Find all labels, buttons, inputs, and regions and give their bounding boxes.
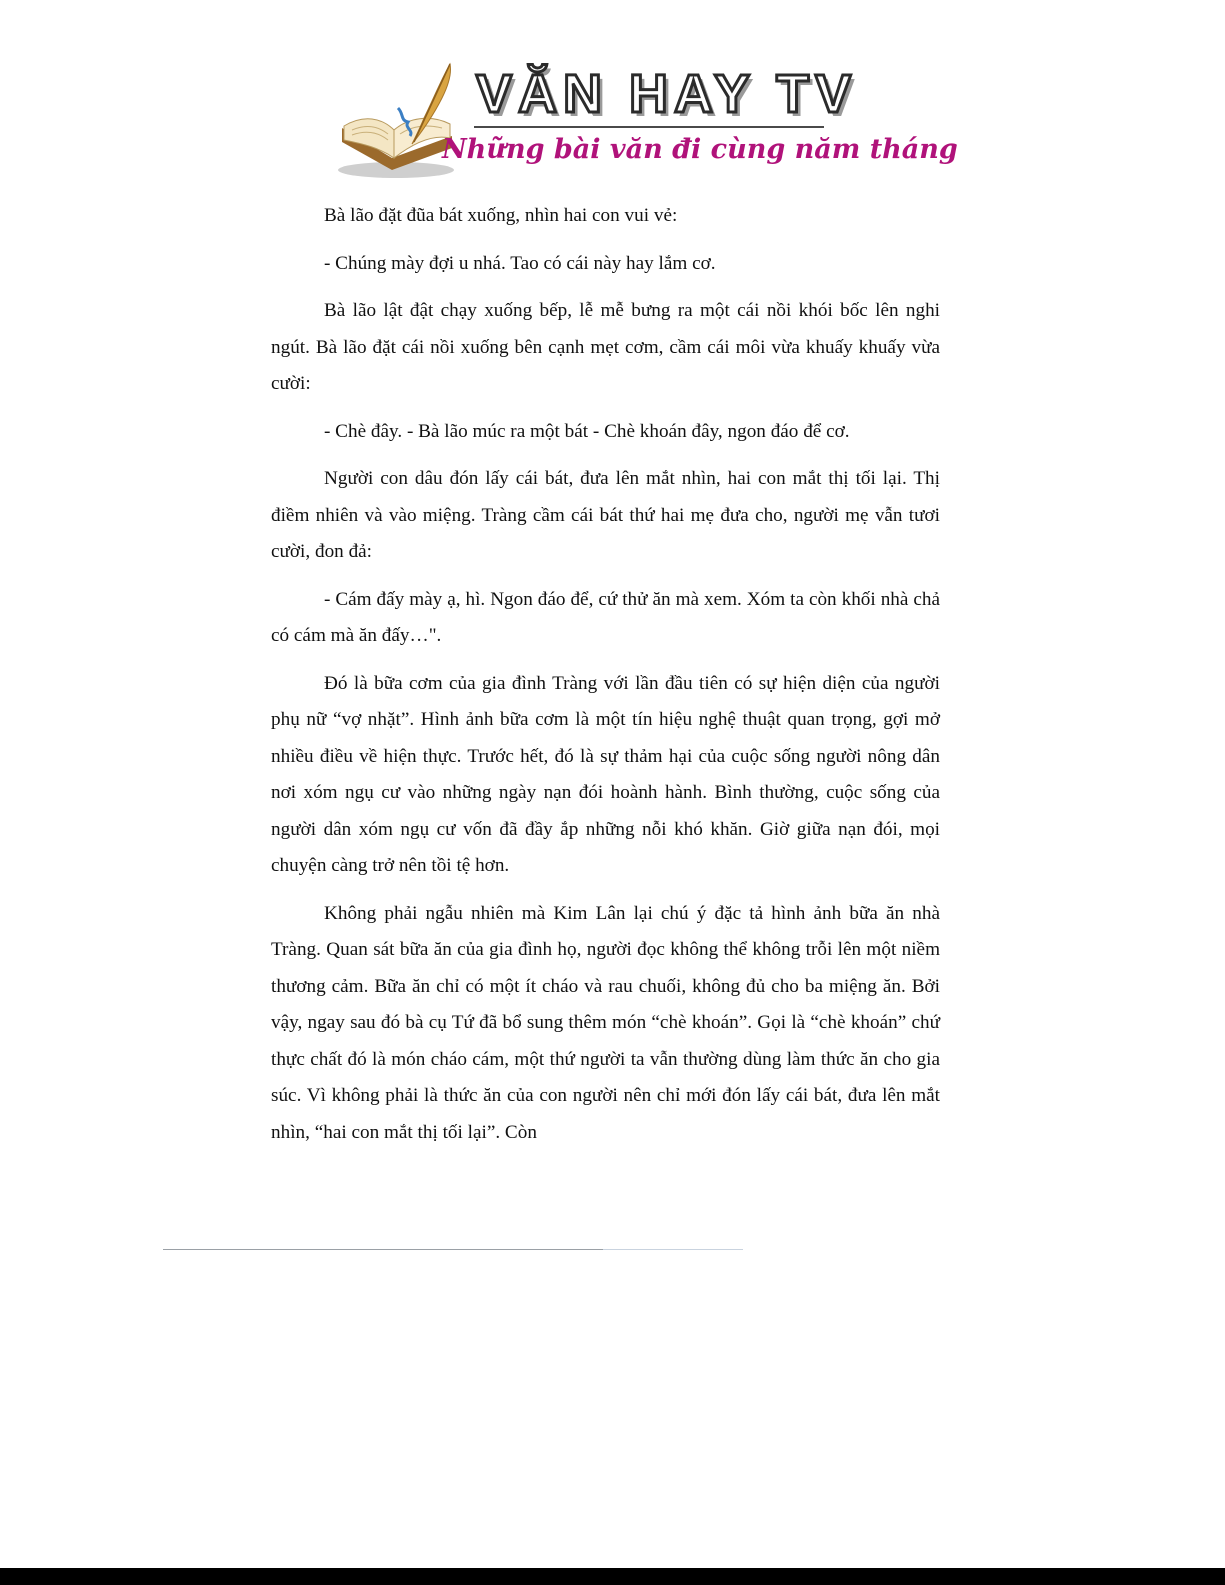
paragraph: - Chè đây. - Bà lão múc ra một bát - Chè khoán đây, ngon đáo để cơ. (324, 420, 850, 442)
logo-divider (474, 126, 824, 128)
paragraph: - Cám đấy mày ạ, hì. Ngon đáo để, cứ thử ăn mà xem. Xóm ta còn khối nhà chả có cám mà ăn đấy…". (271, 588, 940, 646)
bottom-edge-bar (0, 1568, 1225, 1585)
logo-title: VĂN HAY TV (476, 64, 858, 124)
logo-slogan: Những bài văn đi cùng năm tháng (442, 134, 958, 165)
site-logo (334, 58, 958, 183)
paragraph: - Chúng mày đợi u nhá. Tao có cái này hay lắm cơ. (324, 252, 716, 274)
paragraph: Không phải ngẫu nhiên mà Kim Lân lại chú ý đặc tả hình ảnh bữa ăn nhà Tràng. Quan sát bữa ăn của gia đình họ, người đọc không thể không trỗi lên một niềm thương cảm. Bữa ăn chỉ có một ít cháo và rau chuối, không đủ cho ba miệng ăn. Bởi vậy, ngay sau đó bà cụ Tứ đã bổ sung thêm món “chè khoán”. Gọi là “chè khoán” chứ thực chất đó là món cháo cám, một thứ người ta vẫn thường dùng làm thức ăn cho gia súc. Vì không phải là thức ăn của con người nên chỉ mới đón lấy cái bát, đưa lên mắt nhìn, “hai con mắt thị tối lại”. Còn (271, 902, 940, 1143)
footer-divider-faint (603, 1249, 743, 1250)
paragraph: Bà lão lật đật chạy xuống bếp, lễ mễ bưng ra một cái nồi khói bốc lên nghi ngút. Bà lão đặt cái nồi xuống bên cạnh mẹt cơm, cầm cái môi vừa khuấy khuấy vừa cười: (271, 300, 940, 394)
article-body (271, 198, 940, 1162)
paragraph: Người con dâu đón lấy cái bát, đưa lên mắt nhìn, hai con mắt thị tối lại. Thị điềm nhiên và vào miệng. Tràng cầm cái bát thứ hai mẹ đưa cho, người mẹ vẫn tươi cười, đon đả: (271, 468, 940, 562)
footer-divider (163, 1249, 603, 1250)
paragraph: Bà lão đặt đũa bát xuống, nhìn hai con vui vẻ: (324, 205, 678, 226)
paragraph: Đó là bữa cơm của gia đình Tràng với lần đầu tiên có sự hiện diện của người phụ nữ “vợ nhặt”. Hình ảnh bữa cơm là một tín hiệu nghệ thuật quan trọng, gợi mở nhiều điều về hiện thực. Trước hết, đó là sự thảm hại của cuộc sống người nông dân nơi xóm ngụ cư vào những ngày nạn đói hoành hành. Bình thường, cuộc sống của người dân xóm ngụ cư vốn đã đầy ắp những nỗi khó khăn. Giờ giữa nạn đói, mọi chuyện càng trở nên tồi tệ hơn. (271, 672, 940, 876)
